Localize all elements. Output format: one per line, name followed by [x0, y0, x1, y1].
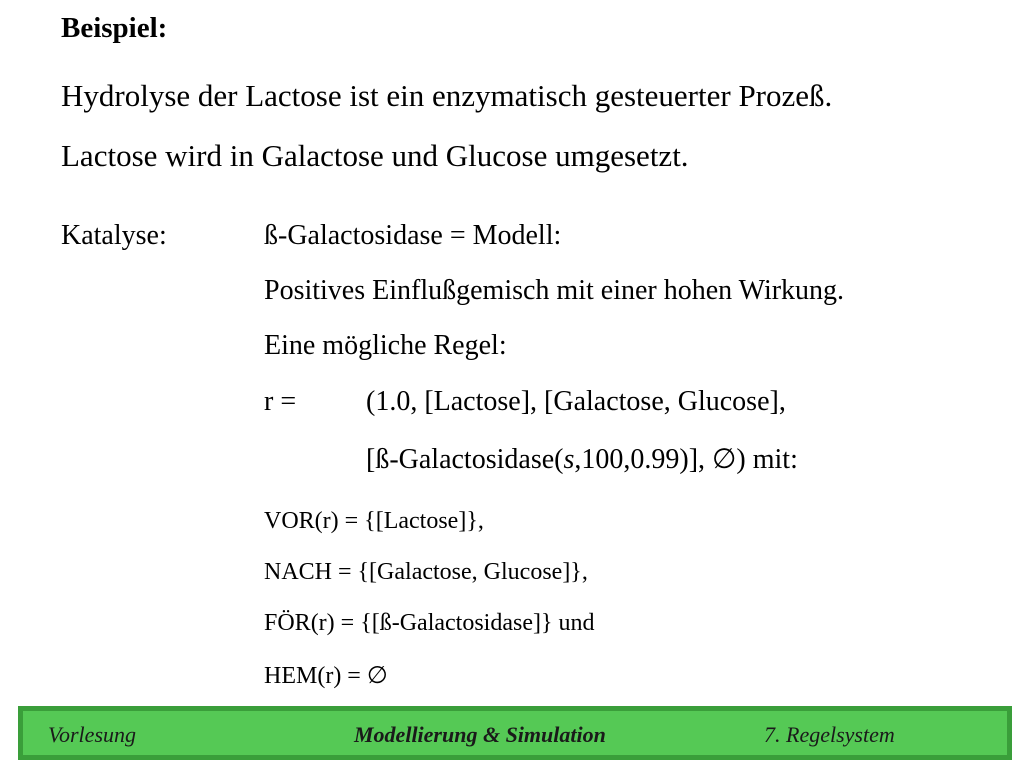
- footer-left: Vorlesung: [48, 722, 136, 747]
- rule-line-2-prefix: [ß-Galactosidase(: [366, 444, 564, 475]
- footer-right: 7. Regelsystem: [764, 722, 895, 747]
- rule-line-2-var: s: [563, 444, 575, 475]
- footer-center: Modellierung & Simulation: [354, 722, 606, 747]
- set-nach: NACH = {[Galactose, Glucose]},: [264, 559, 588, 585]
- rule-label: r =: [264, 386, 297, 417]
- set-vor: VOR(r) = {[Lactose]},: [264, 508, 484, 534]
- katalyse-line-3: Eine mögliche Regel:: [264, 330, 507, 361]
- katalyse-label: Katalyse:: [61, 220, 167, 251]
- footer-bar: [18, 706, 1012, 760]
- slide-heading: Beispiel:: [61, 12, 168, 44]
- rule-line-2-suffix: ,100,0.99)], ∅) mit:: [574, 444, 798, 475]
- set-hem: HEM(r) = ∅: [264, 663, 388, 689]
- katalyse-line-1: ß-Galactosidase = Modell:: [264, 220, 562, 251]
- rule-line-2: [366, 442, 798, 476]
- katalyse-line-2: Positives Einflußgemisch mit einer hohen Wirkung.: [264, 275, 845, 306]
- intro-line-1: Hydrolyse der Lactose ist ein enzymatisch gesteuerter Prozeß.: [61, 78, 833, 113]
- set-foer: FÖR(r) = {[ß-Galactosidase]} und: [264, 610, 595, 636]
- intro-line-2: Lactose wird in Galactose und Glucose umgesetzt.: [61, 138, 689, 173]
- rule-line-1: (1.0, [Lactose], [Galactose, Glucose],: [366, 386, 786, 417]
